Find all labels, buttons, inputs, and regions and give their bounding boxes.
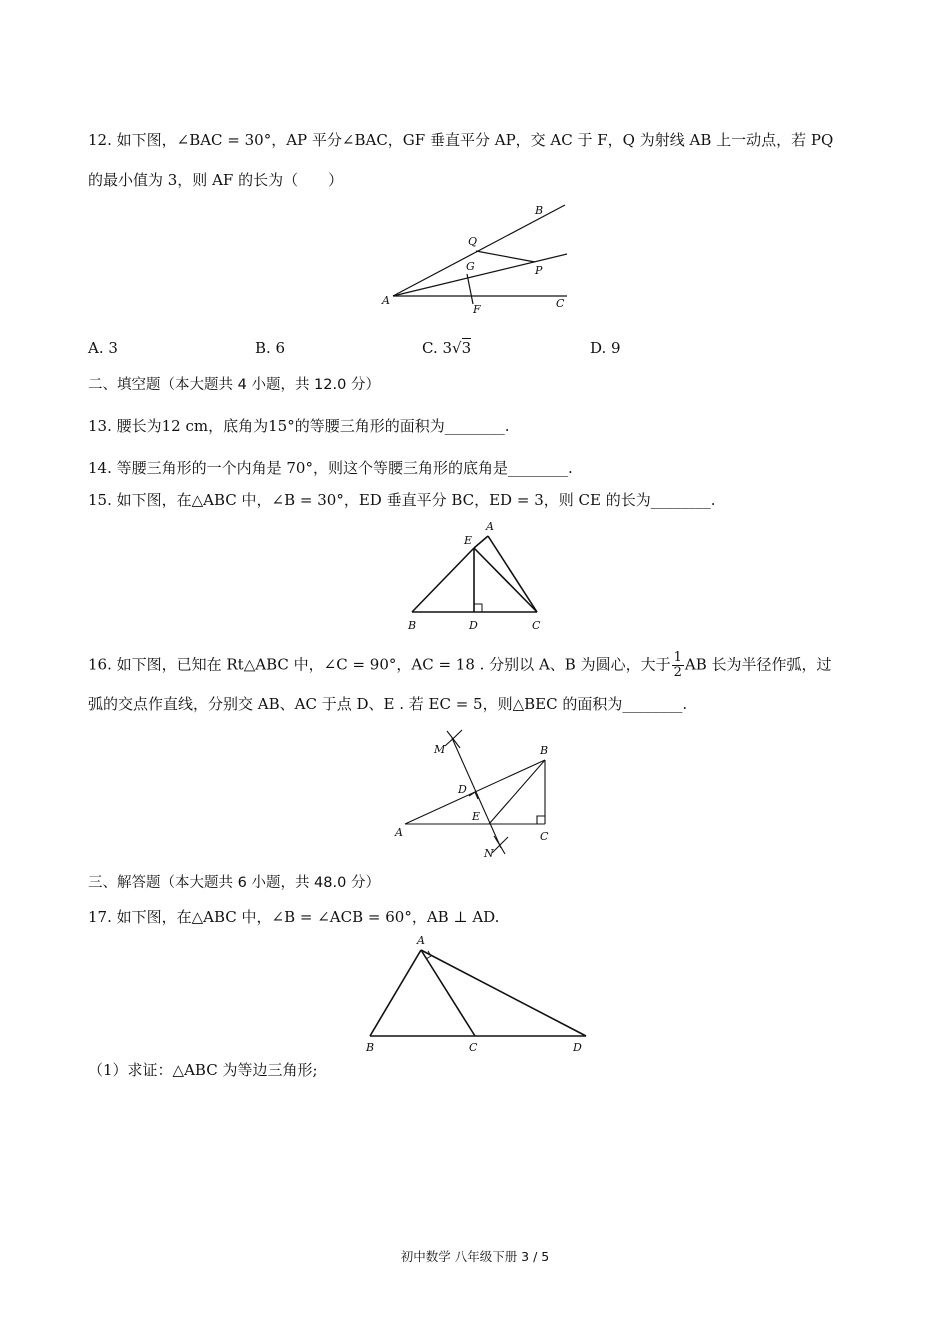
label-p: P bbox=[535, 264, 543, 277]
label-d: D bbox=[573, 1041, 582, 1054]
arc-mark-n2 bbox=[494, 836, 505, 854]
q12-option-c-prefix: C. 3 bbox=[422, 339, 453, 357]
q13-text: 13. 腰长为12 cm，底角为15°的等腰三角形的面积为________. bbox=[88, 417, 510, 435]
q12-text-line2: 的最小值为 3，则 AF 的长为（ ） bbox=[88, 171, 344, 189]
label-q: Q bbox=[468, 235, 478, 248]
label-c: C bbox=[469, 1041, 478, 1054]
q14-text: 14. 等腰三角形的一个内角是 70°，则这个等腰三角形的底角是________. bbox=[88, 459, 573, 477]
q12-text-line1: 12. 如下图，∠BAC = 30°，AP 平分∠BAC，GF 垂直平分 AP，交 AC 于 F，Q 为射线 AB 上一动点，若 PQ bbox=[88, 131, 834, 149]
label-c: C bbox=[556, 297, 565, 310]
right-angle-mark bbox=[474, 604, 482, 612]
q12-option-a: A. 3 bbox=[88, 339, 118, 357]
q15-text: 15. 如下图，在△ABC 中，∠B = 30°，ED 垂直平分 BC，ED = 3，则 CE 的长为________. bbox=[88, 491, 716, 509]
section2-title: 二、填空题（本大题共 4 小题，共 12.0 分） bbox=[88, 377, 380, 393]
label-d: D bbox=[458, 783, 467, 796]
q15-figure bbox=[402, 514, 552, 634]
sqrt-symbol: √ bbox=[452, 339, 462, 357]
segment-ac bbox=[488, 536, 537, 612]
label-b: B bbox=[535, 204, 544, 217]
q12-option-b: B. 6 bbox=[255, 339, 286, 357]
label-m: M bbox=[434, 743, 446, 756]
label-c: C bbox=[532, 619, 541, 632]
label-b: B bbox=[366, 1041, 375, 1054]
label-e: E bbox=[472, 810, 481, 823]
label-b: B bbox=[408, 619, 417, 632]
q12-option-c-radicand: 3 bbox=[461, 339, 472, 357]
segment-gf bbox=[467, 274, 473, 304]
label-a: A bbox=[395, 826, 403, 839]
segment-be bbox=[412, 548, 474, 612]
q16-line1-pre: 16. 如下图，已知在 Rt△ABC 中，∠C = 90°，AC = 18 . 分别以 A、B 为圆心，大于 bbox=[88, 655, 671, 674]
label-f: F bbox=[473, 303, 481, 316]
segment-qp bbox=[476, 251, 535, 262]
label-b: B bbox=[540, 744, 549, 757]
label-n: N bbox=[484, 847, 494, 860]
fraction-one-half bbox=[672, 651, 684, 680]
q16-text-line1 bbox=[88, 651, 831, 680]
q17-sub1: （1）求证：△ABC 为等边三角形; bbox=[88, 1061, 318, 1079]
q12-figure bbox=[375, 200, 575, 318]
label-g: G bbox=[466, 260, 475, 273]
label-c: C bbox=[540, 830, 549, 843]
label-a: A bbox=[486, 520, 494, 533]
segment-ac bbox=[421, 950, 475, 1036]
q12-option-d: D. 9 bbox=[590, 339, 621, 357]
q16-text-line2: 弧的交点作直线，分别交 AB、AC 于点 D、E . 若 EC = 5，则△BEC 的面积为________. bbox=[88, 695, 688, 713]
label-a: A bbox=[382, 294, 390, 307]
q17-text: 17. 如下图，在△ABC 中，∠B = ∠ACB = 60°，AB ⊥ AD. bbox=[88, 908, 500, 926]
segment-ab bbox=[370, 950, 421, 1036]
q17-figure bbox=[358, 930, 598, 1055]
segment-be bbox=[489, 760, 545, 824]
fraction-denominator: 2 bbox=[673, 665, 682, 680]
q12-option-c bbox=[422, 337, 471, 359]
segment-ec bbox=[474, 548, 537, 612]
label-e: E bbox=[464, 534, 473, 547]
page-footer: 初中数学 八年级下册 3 / 5 bbox=[400, 1249, 550, 1264]
right-angle-mark-c bbox=[537, 816, 545, 824]
section3-title: 三、解答题（本大题共 6 小题，共 48.0 分） bbox=[88, 875, 380, 891]
q16-line1-post: AB 长为半径作弧，过 bbox=[684, 655, 832, 674]
segment-ea bbox=[474, 536, 488, 548]
ray-ab bbox=[393, 205, 565, 296]
segment-ad bbox=[421, 950, 586, 1036]
q16-figure bbox=[390, 728, 560, 863]
label-a: A bbox=[417, 934, 425, 947]
label-d: D bbox=[469, 619, 478, 632]
fraction-numerator: 1 bbox=[673, 650, 682, 665]
